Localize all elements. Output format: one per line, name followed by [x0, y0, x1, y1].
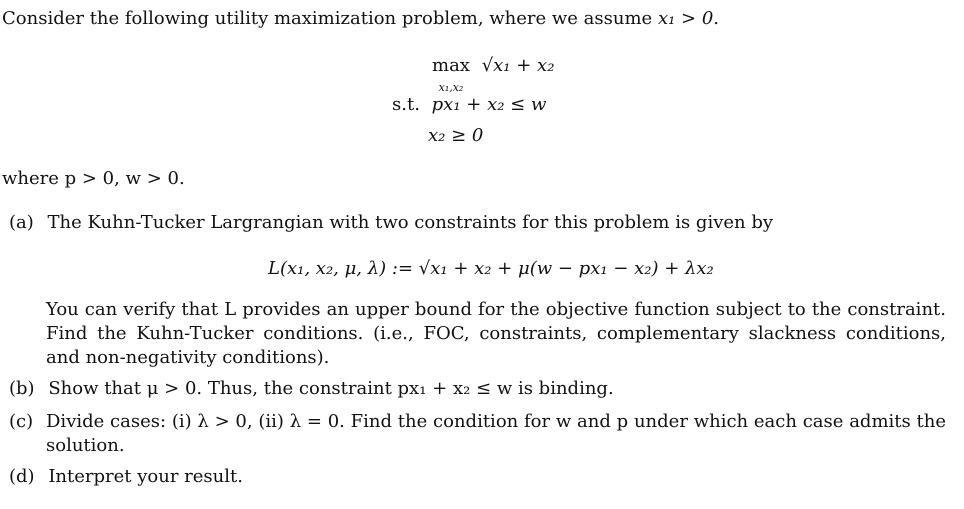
part-a-label: (a): [9, 212, 34, 233]
intro-text: Consider the following utility maximization problem, where we assume: [2, 8, 653, 29]
part-d: [9, 466, 243, 488]
where-line: [2, 168, 185, 190]
part-c-text: Divide cases: (i) λ > 0, (ii) λ = 0. Find the condition for w and p under which each case admits the solution.: [46, 411, 946, 456]
lagrangian-expression: L(x₁, x₂, μ, λ) := √x₁ + x₂ + μ(w − px₁ − x₂) + λx₂: [268, 258, 714, 279]
constraint-1: [392, 94, 546, 116]
part-a: [9, 212, 773, 234]
where-text: where p > 0, w > 0.: [2, 168, 185, 189]
part-a-followup: You can verify that L provides an upper bound for the objective function subject to the constraint. Find the Kuhn-Tucker conditions. (i.e., FOC, constraints, complementary slackness conditions, and non-negativity conditions).: [46, 299, 946, 368]
part-b-label: (b): [9, 378, 35, 399]
st-label: s.t.: [392, 94, 420, 115]
constraint-2: [428, 125, 483, 147]
part-c-label: (c): [9, 411, 34, 432]
part-d-text: Interpret your result.: [48, 466, 243, 487]
objective: [432, 55, 555, 94]
part-a-text: The Kuhn-Tucker Largrangian with two constraints for this problem is given by: [47, 212, 774, 233]
max-subscript: x₁,x₂: [438, 81, 464, 94]
part-d-label: (d): [9, 466, 35, 487]
intro-line: [2, 8, 719, 30]
max-label: max: [432, 55, 470, 76]
lagrangian: [268, 258, 714, 280]
part-b-text: Show that μ > 0. Thus, the constraint px₁ + x₂ ≤ w is binding.: [48, 378, 614, 399]
objective-expression: √x₁ + x₂: [481, 55, 555, 76]
constraint-2-expression: x₂ ≥ 0: [428, 125, 484, 146]
part-b: [9, 378, 614, 400]
intro-condition: x₁ > 0.: [657, 8, 720, 29]
max-operator: [432, 55, 470, 94]
constraint-1-expression: px₁ + x₂ ≤ w: [431, 94, 547, 115]
